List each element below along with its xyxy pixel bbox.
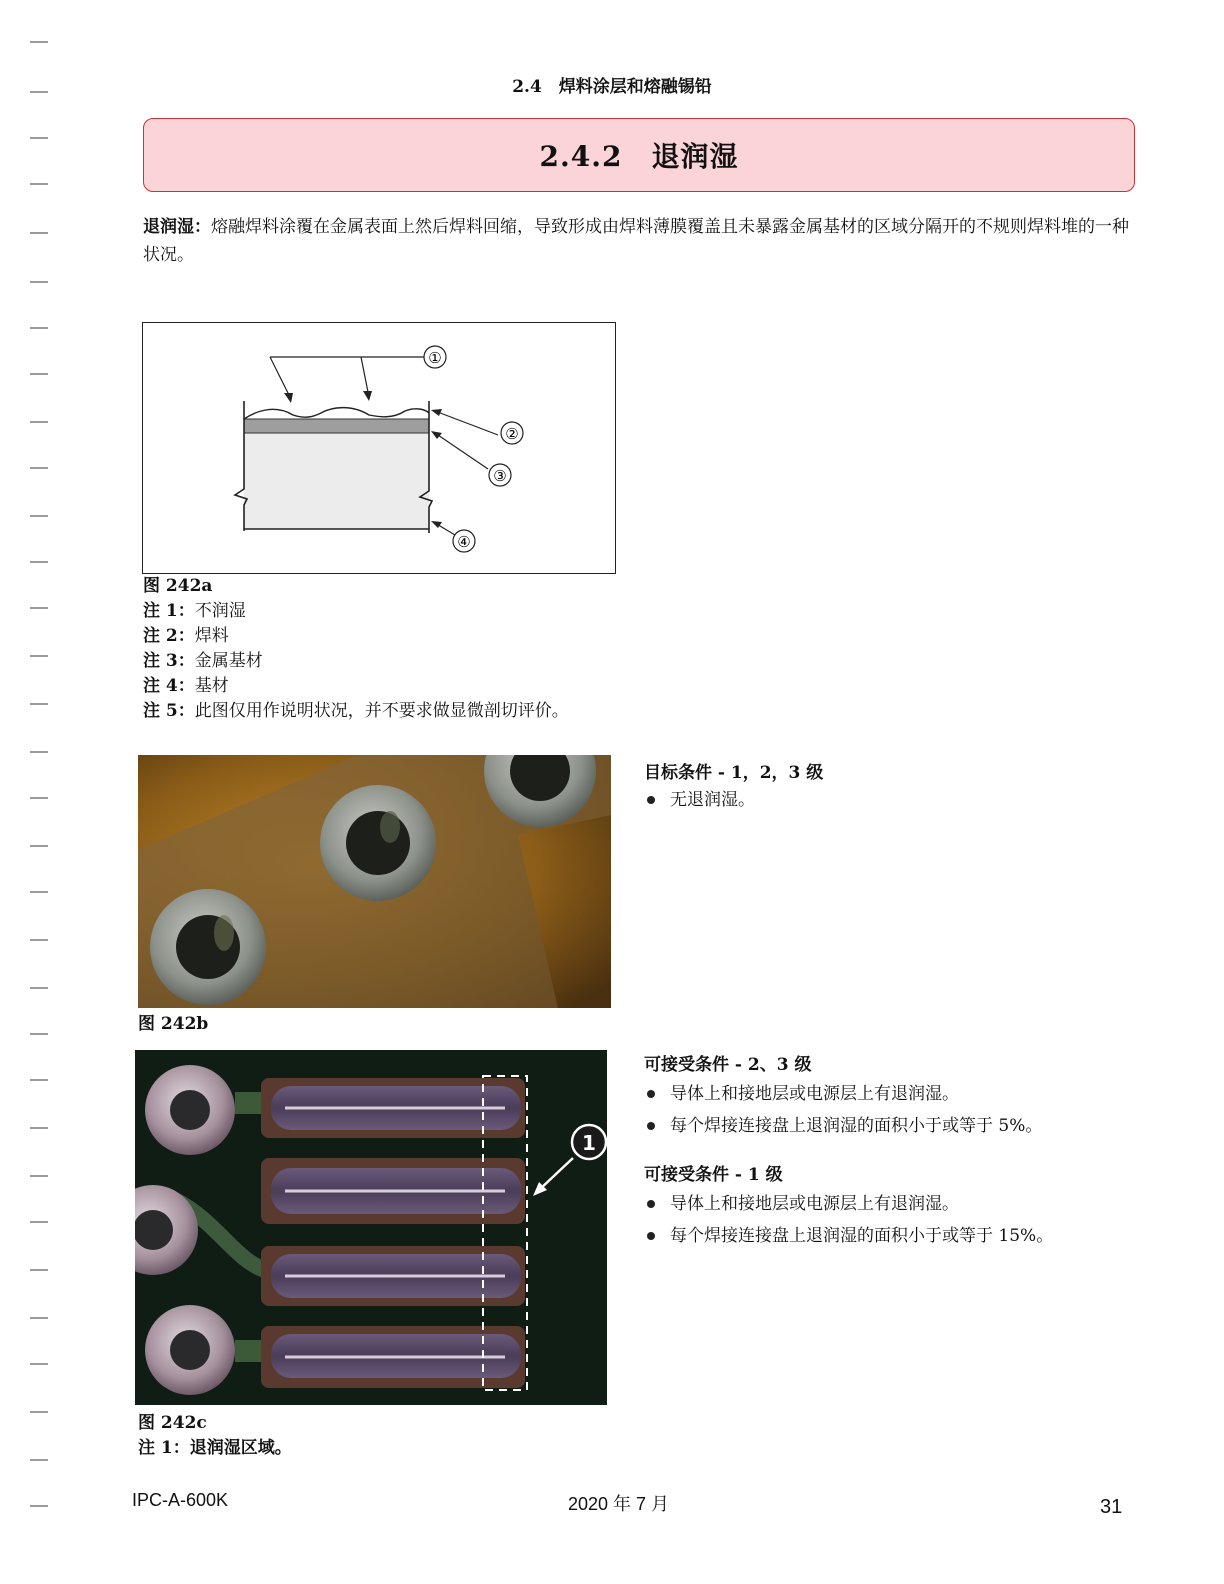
solder-finger — [261, 1246, 525, 1306]
acceptable-2-3-title: 可接受条件 - 2、3 级 — [644, 1055, 812, 1075]
footer-document-id: IPC-A-600K — [132, 1490, 229, 1510]
figure-242c-photo — [135, 1050, 607, 1405]
target-condition-bullet: 无退润湿。 — [644, 787, 1114, 813]
acceptable-condition-2-3-block — [644, 1050, 1124, 1139]
section-title-box — [143, 118, 1135, 192]
callout-1: ① — [428, 349, 442, 367]
solder-finger — [261, 1326, 525, 1388]
acceptable-1-bullet: 导体上和接地层或电源层上有退润湿。 — [644, 1191, 1124, 1217]
figure-242a-caption-block — [143, 574, 569, 724]
callout-3: ③ — [493, 467, 507, 485]
note-label: 注 3： — [143, 651, 195, 671]
page-number: 31 — [1100, 1496, 1123, 1518]
section-title: 2.4.2 退润湿 — [539, 140, 739, 173]
acceptable-2-3-bullet: 导体上和接地层或电源层上有退润湿。 — [644, 1081, 1124, 1107]
note-line — [143, 599, 569, 624]
figure-242a-diagram — [142, 322, 616, 574]
figure-242c-caption: 图 242c — [138, 1413, 207, 1433]
acceptable-1-bullet: 每个焊接连接盘上退润湿的面积小于或等于 15%。 — [644, 1223, 1124, 1249]
target-condition-block — [644, 758, 1114, 813]
figure-242b-caption-block — [138, 1012, 208, 1037]
note-label: 注 5： — [143, 701, 195, 721]
figure-242c-caption-block — [138, 1411, 292, 1461]
acceptable-condition-1-block — [644, 1160, 1124, 1249]
definition-text: 熔融焊料涂覆在金属表面上然后焊料回缩，导致形成由焊料薄膜覆盖且未暴露金属基材的区域分隔开的不规则焊料堆的一种状况。 — [143, 217, 1129, 265]
note-text: 焊料 — [194, 626, 229, 646]
cross-section-drawing — [143, 323, 615, 573]
figure-242c-note: 注 1：退润湿区域。 — [138, 1438, 292, 1458]
callout-4: ④ — [457, 533, 471, 551]
callout-2: ② — [505, 425, 519, 443]
figure-242b-caption: 图 242b — [138, 1014, 209, 1034]
figure-242c-callout: 1 — [582, 1131, 596, 1155]
section-header: 2.4 焊料涂层和熔融锡铅 — [512, 77, 712, 97]
binding-margin-marks — [0, 0, 60, 1584]
note-text: 基材 — [194, 676, 229, 696]
definition-term: 退润湿： — [143, 217, 211, 237]
note-label: 注 4： — [143, 676, 195, 696]
figure-242a-caption: 图 242a — [143, 576, 213, 596]
solder-finger — [261, 1078, 525, 1138]
footer-date: 2020 年 7 月 — [568, 1494, 670, 1514]
target-condition-title: 目标条件 - 1，2，3 级 — [644, 763, 824, 783]
note-line — [143, 674, 569, 699]
note-line — [143, 624, 569, 649]
acceptable-1-title: 可接受条件 - 1 级 — [644, 1165, 783, 1185]
note-label: 注 2： — [143, 626, 195, 646]
note-label: 注 1： — [143, 601, 195, 621]
note-line — [143, 699, 569, 724]
figure-242b-photo — [138, 755, 611, 1008]
note-line — [143, 649, 569, 674]
note-text: 金属基材 — [194, 651, 263, 671]
note-text: 不润湿 — [194, 601, 246, 621]
solder-finger — [261, 1158, 525, 1224]
definition-paragraph — [143, 213, 1138, 269]
note-text: 此图仅用作说明状况，并不要求做显微剖切评价。 — [194, 701, 569, 721]
acceptable-2-3-bullet: 每个焊接连接盘上退润湿的面积小于或等于 5%。 — [644, 1113, 1124, 1139]
